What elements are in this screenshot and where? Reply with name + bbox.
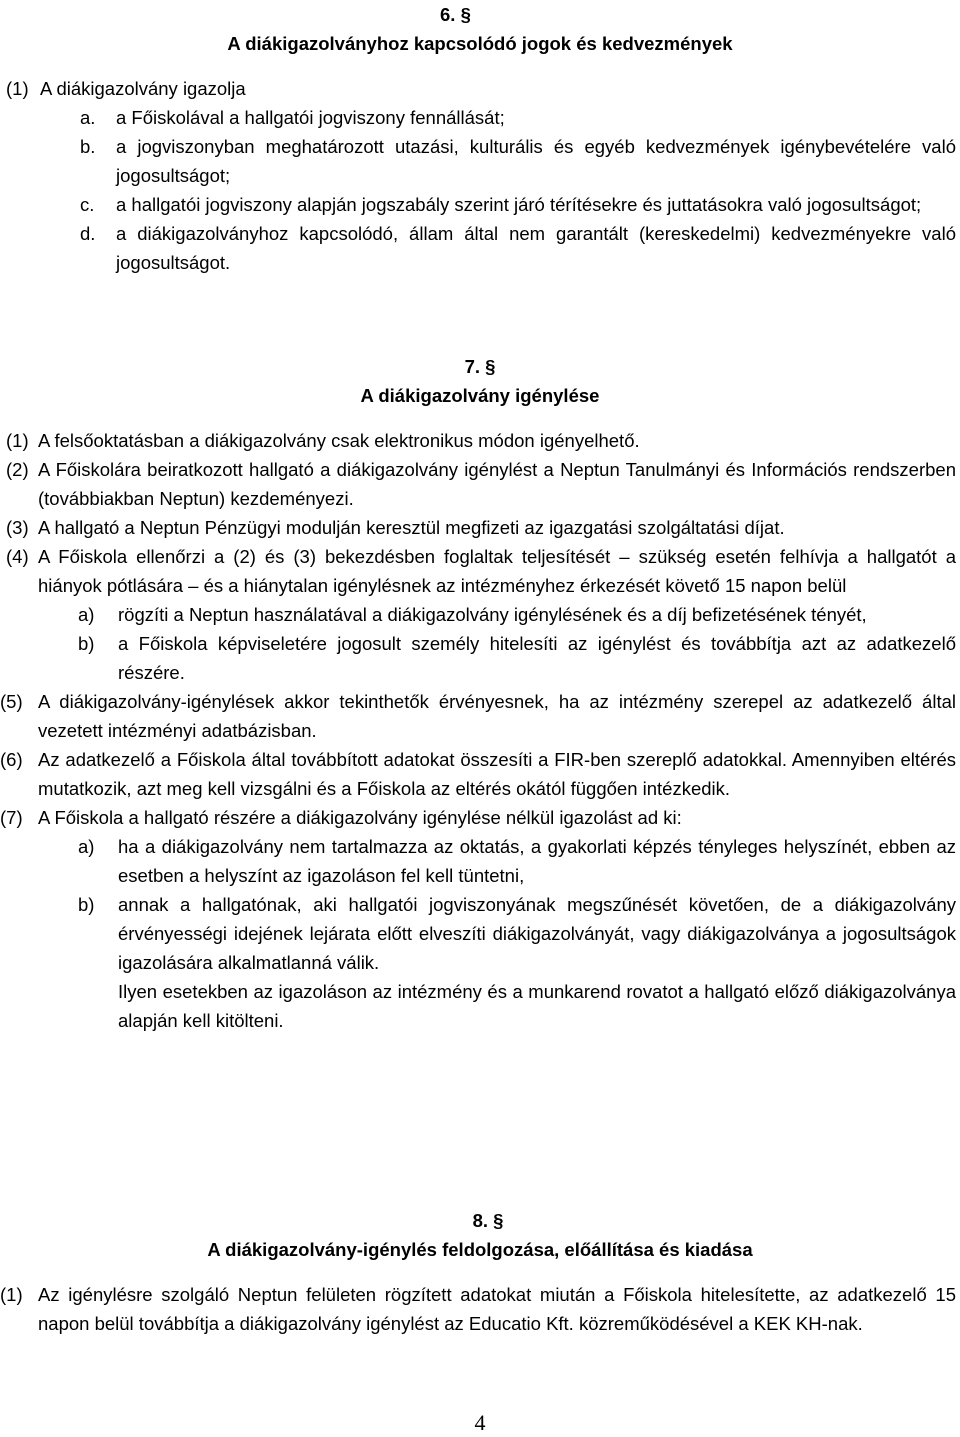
item-text: a jogviszonyban meghatározott utazási, kulturális és egyéb kedvezmények igénybevételére való jogosultságot;	[116, 136, 956, 186]
paragraph-text: A diákigazolvány igazolja	[40, 78, 246, 99]
s7-paragraph-7	[0, 803, 960, 832]
item-label: c.	[80, 194, 95, 215]
item-label: a.	[80, 107, 96, 128]
s7-paragraph-6	[0, 745, 960, 803]
section-7-number: 7. §	[464, 356, 496, 377]
s6-item-c	[0, 190, 960, 219]
paragraph-number: (1)	[6, 78, 29, 99]
item-label: b)	[78, 633, 95, 654]
paragraph-text: A Főiskola ellenőrzi a (2) és (3) bekezdésben foglaltak teljesítését – szükség esetén felhívja a hallgatót a hiányok pótlására – és a hiánytalan igénylésnek az intézményhez érkezését követő 15 napon belül	[38, 546, 956, 596]
item-label: b)	[78, 894, 95, 915]
section-8-number: 8. §	[472, 1210, 504, 1231]
paragraph-number: (6)	[0, 749, 23, 770]
item-text: a Főiskolával a hallgatói jogviszony fennállását;	[116, 107, 505, 128]
paragraph-text: A diákigazolvány-igénylések akkor tekinthetők érvényesnek, ha az intézmény szerepel az adatkezelő által vezetett intézményi adatbázisban.	[38, 691, 956, 741]
page-number: 4	[474, 1410, 486, 1435]
item-text: a diákigazolványhoz kapcsolódó, állam által nem garantált (kereskedelmi) kedvezményekre való jogosultságot.	[116, 223, 956, 273]
s7-p4-item-b	[0, 629, 960, 687]
paragraph-number: (1)	[6, 430, 29, 451]
paragraph-text: Az igénylésre szolgáló Neptun felületen rögzített adatokat miután a Főiskola hitelesítette, az adatkezelő 15 napon belül továbbítja a diákigazolvány igénylést az Educatio Kft. közreműködésével a KEK KH-nak.	[38, 1284, 956, 1334]
s6-paragraph-1	[0, 74, 960, 103]
s6-item-a	[0, 103, 960, 132]
paragraph-text: A Főiskola a hallgató részére a diákigazolvány igénylése nélkül igazolást ad ki:	[38, 807, 682, 828]
s7-paragraph-2	[0, 455, 960, 513]
paragraph-number: (3)	[6, 517, 29, 538]
item-text: annak a hallgatónak, aki hallgatói jogviszonyának megszűnését követően, de a diákigazolvány érvényességi idejének lejárata előtt elveszíti diákigazolványát, vagy diákigazolványa a jogosultságok igazolására alkalmatlanná válik.	[118, 894, 956, 973]
section-6-title: A diákigazolványhoz kapcsolódó jogok és kedvezmények	[227, 33, 733, 54]
item-text: ha a diákigazolvány nem tartalmazza az oktatás, a gyakorlati képzés tényleges helyszínét, ebben az esetben a helyszínt az igazoláson fel kell tüntetni,	[118, 836, 956, 886]
section-8	[0, 1206, 960, 1338]
s7-paragraph-5	[0, 687, 960, 745]
item-text: a Főiskola képviseletére jogosult személy hitelesíti az igénylést és továbbítja azt az adatkezelő részére.	[118, 633, 956, 683]
item-label: b.	[80, 136, 96, 157]
section-7	[0, 352, 960, 1035]
paragraph-text: Az adatkezelő a Főiskola által továbbított adatokat összesíti a FIR-ben szereplő adatokkal. Amennyiben eltérés mutatkozik, azt meg kell vizsgálni és a Főiskola az eltérés okától függően intézkedik.	[38, 749, 956, 799]
s7-paragraph-1	[0, 426, 960, 455]
item-label: d.	[80, 223, 96, 244]
item-label: a)	[78, 604, 95, 625]
section-6	[0, 0, 960, 277]
item-text: rögzíti a Neptun használatával a diákigazolvány igénylésének és a díj befizetésének tényét,	[118, 604, 867, 625]
s8-paragraph-1	[0, 1280, 960, 1338]
s6-item-b	[0, 132, 960, 190]
s7-paragraph-3	[0, 513, 960, 542]
s6-item-d	[0, 219, 960, 277]
paragraph-number: (1)	[0, 1284, 23, 1305]
paragraph-number: (4)	[6, 546, 29, 567]
paragraph-number: (7)	[0, 807, 23, 828]
paragraph-text: A hallgató a Neptun Pénzügyi modulján keresztül megfizeti az igazgatási szolgáltatási díjat.	[38, 517, 785, 538]
section-6-number: 6. §	[440, 4, 471, 25]
paragraph-number: (2)	[6, 459, 29, 480]
item-label: a)	[78, 836, 95, 857]
paragraph-number: (5)	[0, 691, 23, 712]
section-8-title: A diákigazolvány-igénylés feldolgozása, előállítása és kiadása	[207, 1239, 753, 1260]
s7-p7-item-b	[0, 890, 960, 977]
section-7-title: A diákigazolvány igénylése	[360, 385, 600, 406]
s7-p7-note: Ilyen esetekben az igazoláson az intézmény és a munkarend rovatot a hallgató előző diákigazolványa alapján kell kitölteni.	[118, 981, 956, 1031]
s7-p4-item-a	[0, 600, 960, 629]
s7-paragraph-4	[0, 542, 960, 600]
paragraph-text: A felsőoktatásban a diákigazolvány csak elektronikus módon igényelhető.	[38, 430, 640, 451]
s7-p7-item-a	[0, 832, 960, 890]
item-text: a hallgatói jogviszony alapján jogszabály szerint járó térítésekre és juttatásokra való jogosultságot;	[116, 194, 922, 215]
paragraph-text: A Főiskolára beiratkozott hallgató a diákigazolvány igénylést a Neptun Tanulmányi és Információs rendszerben (továbbiakban Neptun) kezdeményezi.	[38, 459, 956, 509]
